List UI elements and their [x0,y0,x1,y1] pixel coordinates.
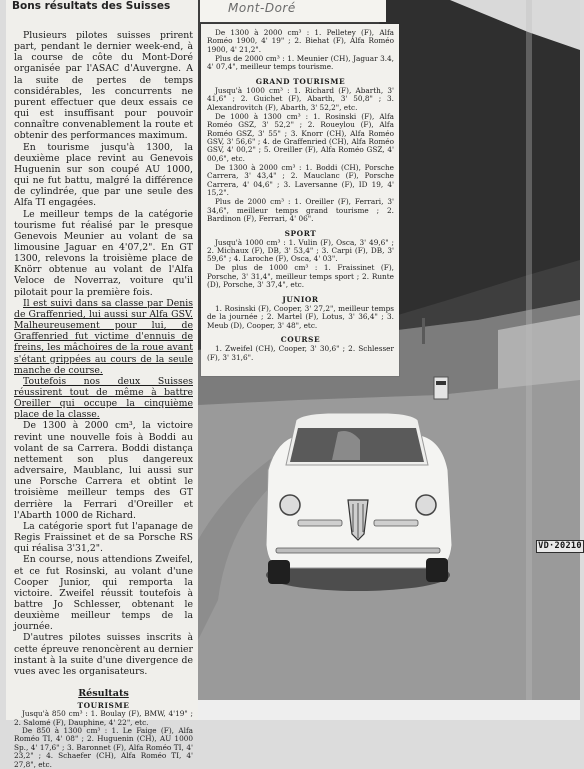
results-section-heading: TOURISME [77,701,130,711]
results-right [201,24,399,362]
results-section-heading: SPORT [284,228,317,238]
left-front-wheel [268,560,290,584]
results-line: Jusqu'à 1000 cm³ : 1. Vulin (F), Osca, 3' 49,6" ; 2. Michaux (F), DB, 3' 53,4" ; 3. Carpi (F), DB, 3' 59,6" ; 4. Laroche (F), Osca, 4' 03". [207,237,394,264]
article-headline: Bons résultats des Suisses [12,0,171,12]
results-line: 1. Zweifel (CH), Cooper, 3' 30,6" ; 2. Schlesser (F), 3' 31,6". [207,344,394,362]
article-paragraph-underlined: Toutefois nos deux Suisses réussirent tout de même à battre Oreiller qui occupe la cinquième place de la classe. [14,375,193,421]
left-side-grille [298,520,342,526]
left-headlight [280,495,300,515]
license-plate: VD·20210 [536,540,584,553]
article-paragraph: Le meilleur temps de la catégorie tourisme fut réalisé par le presque Genevois Meunier au volant de sa limousine Jaguar en 4'07,2". En GT 1300, relevons la troisième place de Knörr obtenue au volant de l'Alfa Veloce de Noverraz, voiture qu'il pilotait pour la première fois. [14,208,193,298]
results-line: Jusqu'à 850 cm³ : 1. Boulay (F), BMW, 4'19" ; 2. Salomé (F), Dauphine, 4' 22", etc. [14,709,193,727]
right-front-wheel [426,558,448,582]
results-section-heading: GRAND TOURISME [255,76,346,86]
results-title: Résultats [78,688,129,700]
bottom-margin [198,700,580,720]
article-column [6,0,198,769]
article-paragraph: D'autres pilotes suisses inscrits à cette épreuve renoncèrent au dernier instant à la suite d'une divergence de vues avec les organisateurs. [14,632,193,677]
article-paragraph: De 1300 à 2000 cm³, la victoire revint une nouvelle fois à Boddi au volant de sa Carrera. Boddi distança nettement son plus dangereux adversaire, Maublanc, lui aussi sur une Porsche Carrera et obtint le troisième meilleur temps des GT derrière la Ferrari d'Oreiller et l'Abarth 1000 de Richard. [14,420,193,521]
article-paragraph-underlined: Il est suivi dans sa classe par Denis de Graffenried, lui aussi sur Alfa GSV. Malheureusement pour lui, de Graffenried fut victime d'ennuis de freins, les mâchoires de la roue avant s'étant grippées au cours de la seule manche de course. [14,297,193,376]
scan-streak [526,0,532,720]
results-line: Plus de 2000 cm³ : 1. Meunier (CH), Jaguar 3.4, 4' 07,4", meilleur temps tourisme. [207,53,394,72]
handwritten-note: Mont-Doré [228,1,296,15]
results-line: De 1300 à 2000 cm³ : 1. Boddi (CH), Porsche Carrera, 3' 43,4" ; 2. Mauclanc (F), Porsche Carrera, 4' 04,6" ; 3. Laversanne (F), ID 19, 4' 15,2". [207,162,394,198]
article-paragraph: En course, nous attendions Zweifel, et ce fut Rosinski, au volant d'une Cooper Junior, qui remporta la victoire. Zweifel réussit toutefois à battre Jo Schlesser, obtenant le deuxième meilleur temps de la journée. [14,554,193,633]
results-line: De 850 à 1300 cm³ : 1. Le Faige (F), Alfa Roméo TI, 4' 08" ; 2. Huguenin (CH), AU 1000 Sp., 4' 17,6" ; 3. Baronnet (F), Alfa Roméo TI, 4' 23,2" ; 4. Schaefer (CH), Alfa Roméo TI, 4' 27,8", etc. [14,725,193,769]
front-bumper [276,548,440,553]
results-section-heading: COURSE [280,335,321,345]
results-section-heading: JUNIOR [282,294,319,304]
results-line: De 1300 à 2000 cm³ : 1. Pelletey (F), Alfa Roméo 1900, 4' 19" ; 2. Biehat (F), Alfa Roméo 1900, 4' 21,2". [207,28,394,54]
results-line: Jusqu'à 1000 cm³ : 1. Richard (F), Abarth, 3' 41,6" ; 2. Guichet (F), Abarth, 3' 50,8" ; 3. Alexandrovitch (F), Abarth, 3' 52,2", etc. [207,85,394,112]
road-marker [434,377,448,399]
article-paragraph: La catégorie sport fut l'apanage de Regis Fraissinet et de sa Porsche RS qui réalisa 3'31,2". [14,520,193,555]
article-body [6,14,198,769]
article-paragraph: Plusieurs pilotes suisses prirent part, pendant le dernier week-end, à la course de côte du Mont-Doré organisée par l'ASAC d'Auvergne. A la suite de pertes de temps considérables, les concurrents ne purent effectuer que deux essais ce qui est insuffisant pour pouvoir connaître convenablement la route et obtenir des performances maximum. [14,30,193,142]
results-line: De plus de 1000 cm³ : 1. Fraissinet (F), Porsche, 3' 31,4", meilleur temps sport ; 2. Runte (D), Porsche, 3' 37,4", etc. [207,263,394,290]
results-line: Plus de 2000 cm³ : 1. Oreiller (F), Ferrari, 3' 34,6", meilleur temps grand tourisme ; 2. Bardinon (F), Ferrari, 4' 06". [207,197,394,224]
tree-mass [378,0,580,315]
article-paragraph: En tourisme jusqu'à 1300, la deuxième place revint au Genevois Huguenin sur son coupé AU 1000, qui ne fut battu, malgré la différence de cylindrée, que par une seule des Alfa TI engagées. [14,141,193,209]
fence-post [422,318,425,344]
road-marker-band [436,381,446,385]
top-clip [200,0,386,22]
results-line: De 1000 à 1300 cm³ : 1. Rosinski (F), Alfa Roméo GSZ, 3' 52,2" ; 2. Roueylou (F), Alfa Roméo GSZ, 3' 55" ; 3. Knorr (CH), Alfa Roméo GSV, 3' 56,6" ; 4. de Graffenried (CH), Alfa Roméo GSV, 4' 00,2" ; 5. Oreiller (F), Alfa Roméo GSZ, 4' 00,6", etc. [207,111,394,163]
right-side-grille [374,520,418,526]
right-headlight [416,495,436,515]
results-left [14,710,193,769]
results-column [201,24,399,376]
results-line: 1. Rosinski (F), Cooper, 3' 27,2", meilleur temps de la journée ; 2. Martel (F), Lotus, 3' 36,4" ; 3. Meub (D), Cooper, 3' 48", etc. [207,303,394,330]
